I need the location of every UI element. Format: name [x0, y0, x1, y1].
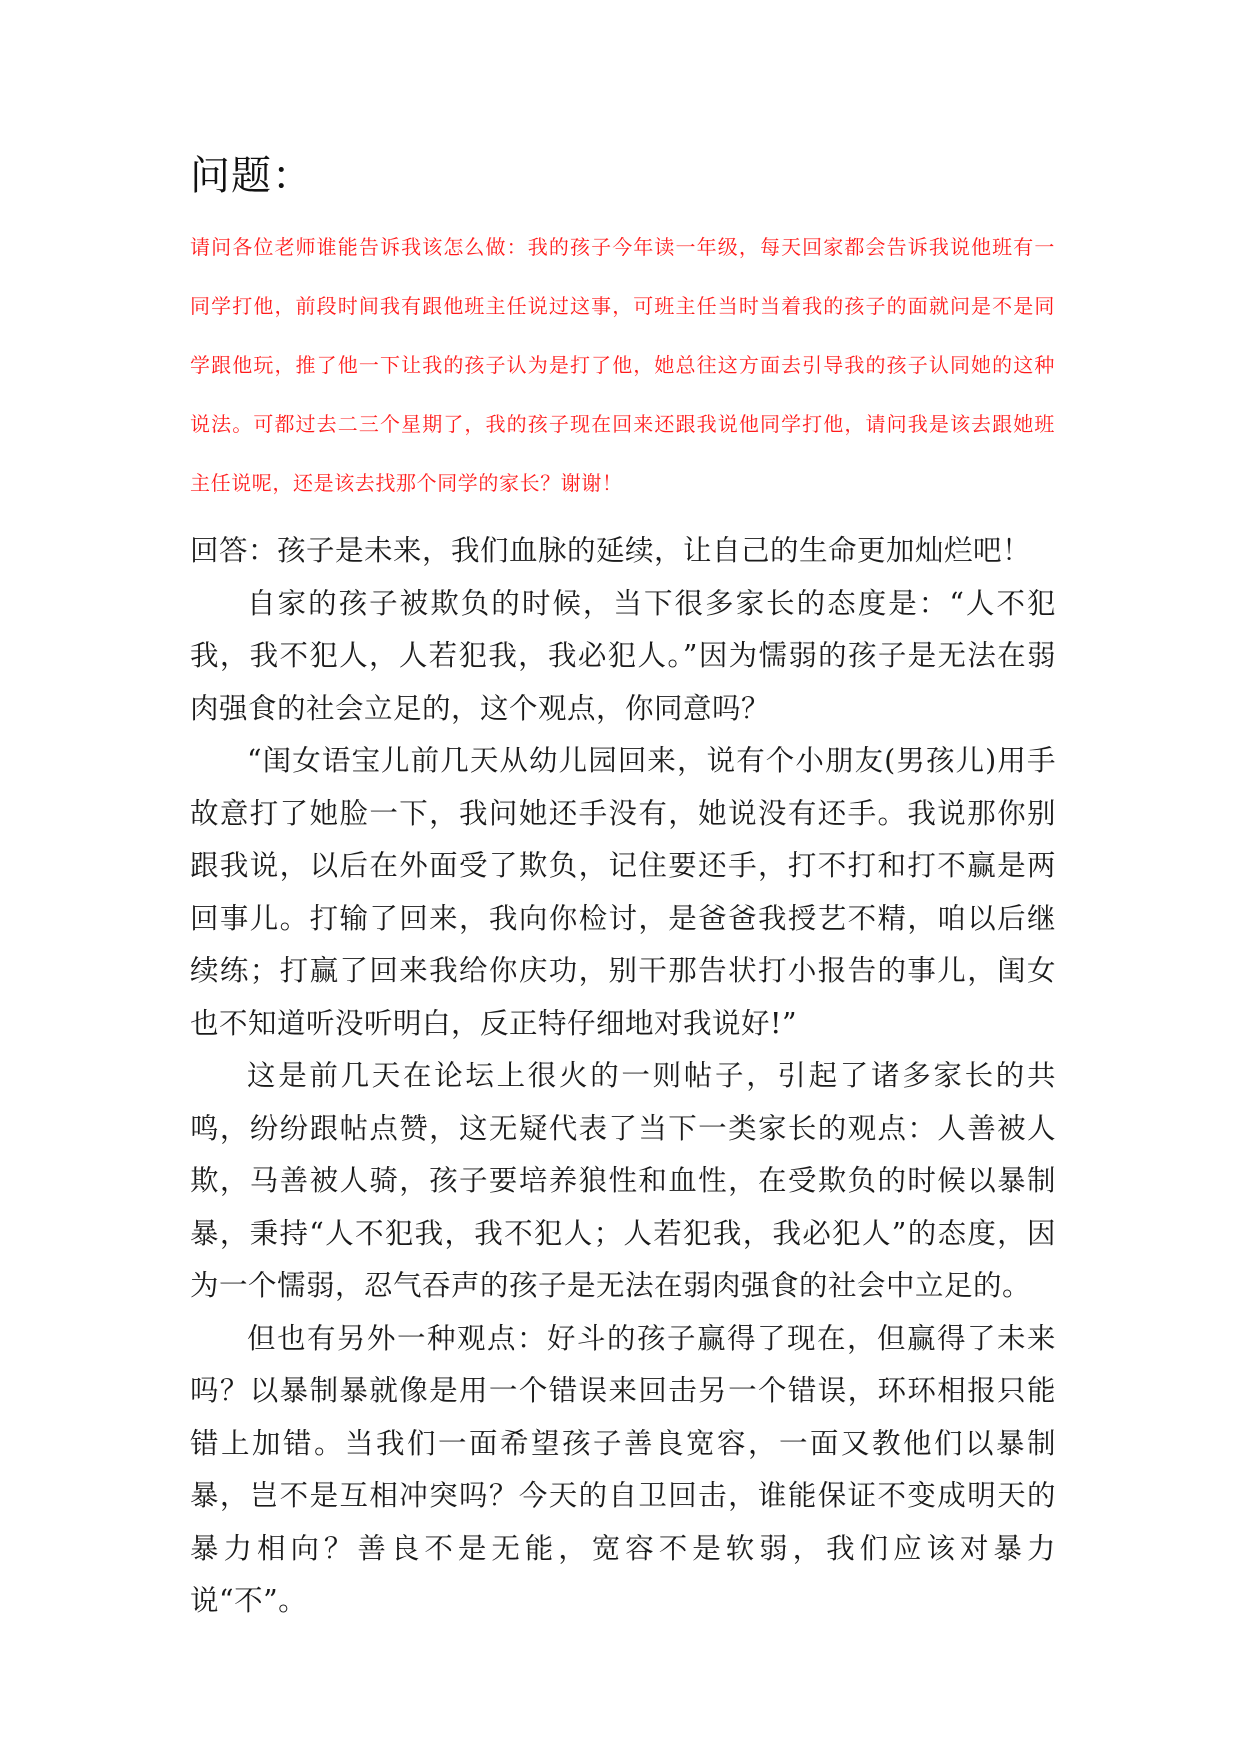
answer-lead: 回答：孩子是未来，我们血脉的延续，让自己的生命更加灿烂吧！ — [190, 534, 1032, 567]
answer-section — [190, 525, 1056, 1628]
answer-paragraph-4: 但也有另外一种观点：好斗的孩子赢得了现在，但赢得了未来吗？以暴制暴就像是用一个错误来回击另一个错误，环环相报只能错上加错。当我们一面希望孩子善良宽容，一面又教他们以暴制暴，岂不是互相冲突吗？今天的自卫回击，谁能保证不变成明天的暴力相向？善良不是无能，宽容不是软弱，我们应该对暴力说“不”。 — [190, 1321, 1056, 1617]
question-heading: 问题： — [190, 153, 313, 199]
answer-paragraph-2: “闺女语宝儿前几天从幼儿园回来，说有个小朋友(男孩儿)用手故意打了她脸一下，我问她还手没有，她说没有还手。我说那你别跟我说，以后在外面受了欺负，记住要还手，打不打和打不赢是两回事儿。打输了回来，我向你检讨，是爸爸我授艺不精，咱以后继续练；打赢了回来我给你庆功，别干那告状打小报告的事儿，闺女也不知道听没听明白，反正特仔细地对我说好!” — [190, 744, 1056, 1040]
question-text: 请问各位老师谁能告诉我该怎么做：我的孩子今年读一年级，每天回家都会告诉我说他班有一同学打他，前段时间我有跟他班主任说过这事，可班主任当时当着我的孩子的面就问是不是同学跟他玩，推了他一下让我的孩子认为是打了他，她总往这方面去引导我的孩子认同她的这种说法。可都过去二三个星期了，我的孩子现在回来还跟我说他同学打他，请问我是该去跟她班主任说呢，还是该去找那个同学的家长？谢谢！ — [190, 235, 1055, 495]
answer-paragraph-3: 这是前几天在论坛上很火的一则帖子，引起了诸多家长的共鸣，纷纷跟帖点赞，这无疑代表了当下一类家长的观点：人善被人欺，马善被人骑，孩子要培养狼性和血性，在受欺负的时候以暴制暴，秉持“人不犯我，我不犯人；人若犯我，我必犯人”的态度，因为一个懦弱，忍气吞声的孩子是无法在弱肉强食的社会中立足的。 — [190, 1059, 1056, 1302]
answer-paragraph-1: 自家的孩子被欺负的时候，当下很多家长的态度是：“人不犯我，我不犯人，人若犯我，我必犯人。”因为懦弱的孩子是无法在弱肉强食的社会立足的，这个观点，你同意吗？ — [190, 586, 1056, 725]
